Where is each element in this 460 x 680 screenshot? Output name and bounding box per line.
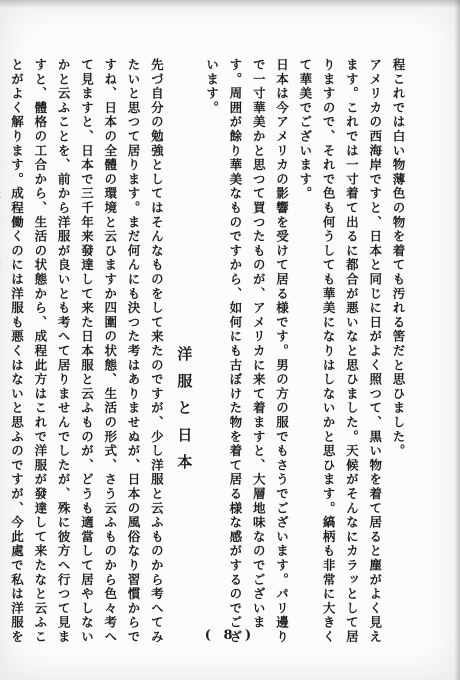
paragraph: 程これでは白い物薄色の物を着ても汚れる筈だと思ひました。: [391, 58, 406, 459]
section-heading: 洋服と日本: [175, 345, 194, 481]
page-number: ( 8 ): [204, 628, 256, 643]
scan-shadow-right: [454, 0, 460, 680]
paragraph: アメリカの西海岸ですと、日本と同じに日がよく照つて、黒い物を着て居ると塵がよく見えます。これでは一寸着て出るに都合が悪いなと思ひました。天候がそんなにカラッとして居りますので、それで色も何うしても華美になりはしないかと思ひます。縞柄も非常に大きくて華美でございます。: [297, 58, 383, 645]
page-body: [9, 58, 410, 648]
paragraph: 日本は今アメリカの影響を受けて居る様です。男の方の服でもさうでございます。パリ邊りで一寸華美かと思つて買つたものが、アメリカに来て着ますと、大層地味なのでございます。周囲が餘り華美なものですから、如何にも古ぼけた物を着て居る様な感がするのでございます。: [204, 58, 290, 645]
scan-shadow-top: [0, 0, 460, 8]
paragraph: 先づ自分の勉強としてはそんなものをして来たのですが、少し洋服と云ふものから考へてみたいと思つて居ります。まだ何んにも決つた考はありませぬが、日本の風俗なり習慣からですね、日本の全體の環境と云ひますか四圍の状態、生活の形式、さう云ふものから色々考へて見ますと、日本で三千年来發達して来た日本服と云ふものが、どうも適當して居やしないかと云ふことを、前から洋服が良いとも考へて居りませんでしたが、殊に彼方へ行つて見ますと、體格の工合から、生活の状態から、成程此方はこれで洋服が發達して来たなと云ふことがよく解ります。成程働くのには洋服も悪くはないと思ふのですが、今此處で私は洋服を: [9, 58, 165, 645]
